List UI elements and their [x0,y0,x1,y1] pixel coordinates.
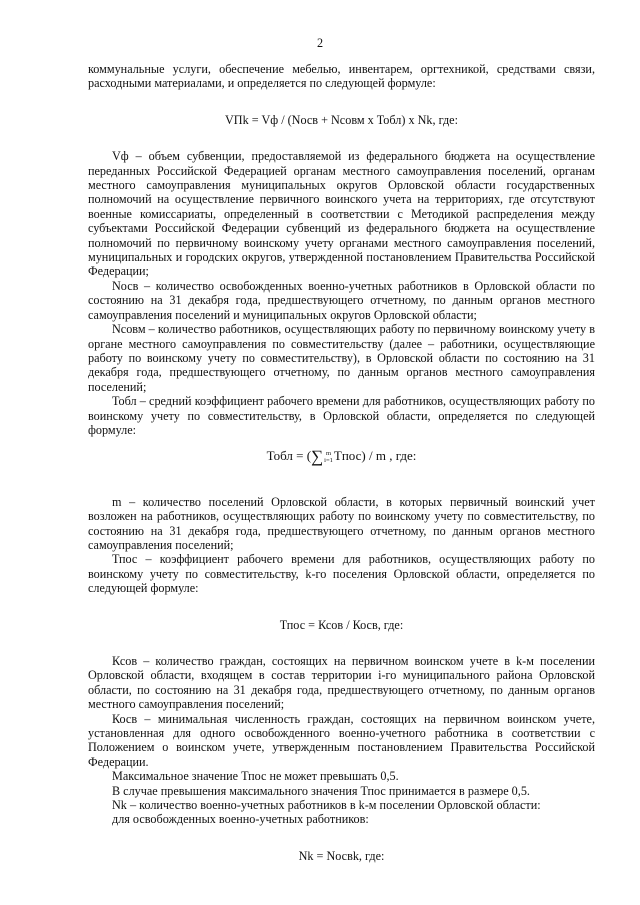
definition-ksov: Ксов – количество граждан, состоящих на первичном воинском учете в k-м поселении Орловской области, входящем в состав территории i-го муниципального района Орловской области, по состоянию на 31 декабря года, предшествующего отчетному, по данным органов местного самоуправления поселений; [88,654,595,712]
sum-upper-limit: m [325,450,332,458]
definition-m: m – количество поселений Орловской области, в которых первичный воинский учет возложен на работников, осуществляющих работу по воинскому учету по совместительству, по состоянию на 31 декабря года, предшествующего отчетному, по данным органов местного самоуправления поселений; [88,494,595,552]
note-max-value: Максимальное значение Тпос не может превышать 0,5. [112,769,399,784]
formula-tobl-lhs: Тобл = ( [266,448,312,464]
definition-vf: Vф – объем субвенции, предоставляемой из федерального бюджета на осуществление переданных Российской Федерацией органам местного самоуправления поселений, органам местного самоуправления муниципальных округов Орловской области государственных полномочий на осуществление первичного воинского учета на территориях, где отсутствуют военные комиссариаты, определенный в соответствии с Методикой распределения между субъектами Российской Федерации субвенций из федерального бюджета на осуществление полномочий по первичному воинскому учету органами местного самоуправления поселений, муниципальных и городских округов, утвержденной постановлением Правительства Российской Федерации; [88,149,595,279]
page-number: 2 [316,36,324,50]
formula-tobl-rhs: ) / m , где: [361,448,417,464]
intro-paragraph: коммунальные услуги, обеспечение мебелью, инвентарем, оргтехникой, средствами связи, расходными материалами, и определяется по следующей формуле: [88,62,595,91]
definition-nk: Nk – количество военно-учетных работников в k-м поселении Орловской области: [112,798,541,813]
formula-tobl-term: Tпос [333,448,362,464]
definition-kosv: Косв – минимальная численность граждан, состоящих на первичном воинском учете, установленная для одного освобожденного военно-учетного работника в соответствии с Положением о воинском учете, утвержденным постановлением Правительства Российской Федерации. [88,711,595,769]
sum-sign: ∑ [311,447,324,467]
line-for-released-workers: для освобожденных военно-учетных работников: [112,812,369,827]
sum-limits [324,450,333,464]
definition-nosv: Nосв – количество освобожденных военно-учетных работников в Орловской области по состоянию на 31 декабря года, предшествующего отчетному, по данным органов местного самоуправления поселений и муниципальных округов Орловской области; [88,278,595,322]
document-body [88,62,595,885]
sum-lower-limit: i=1 [324,457,333,465]
note-exceed-value: В случае превышения максимального значения Тпос принимается в размере 0,5. [112,783,530,798]
formula-tpos: Тпос = Ксов / Косв, где: [279,617,404,632]
formula-nk: Nk = Nосвk, где: [298,848,385,863]
definition-tpos: Тпос – коэффициент рабочего времени для работников, осуществляющих работу по воинскому учету по совместительству, k-го поселения Орловской области, определяется по следующей формуле: [88,552,595,596]
definition-tobl: Тобл – средний коэффициент рабочего времени для работников, осуществляющих работу по воинскому учету по совместительству, в Орловской области, определяется по следующей формуле: [88,394,595,437]
definition-nsovm: Nсовм – количество работников, осуществляющих работу по первичному воинскому учету в органе местного самоуправления по совместительству (далее – работники, осуществляющие работу по воинскому учету по совместительству), в Орловской области по состоянию на 31 декабря года, предшествующего отчетному, по данным органов местного самоуправления поселений; [88,322,595,394]
formula-tobl [88,447,595,467]
formula-vpk: VПk = Vф / (Nосв + Nсовм х Тобл) х Nk, где: [225,112,458,127]
